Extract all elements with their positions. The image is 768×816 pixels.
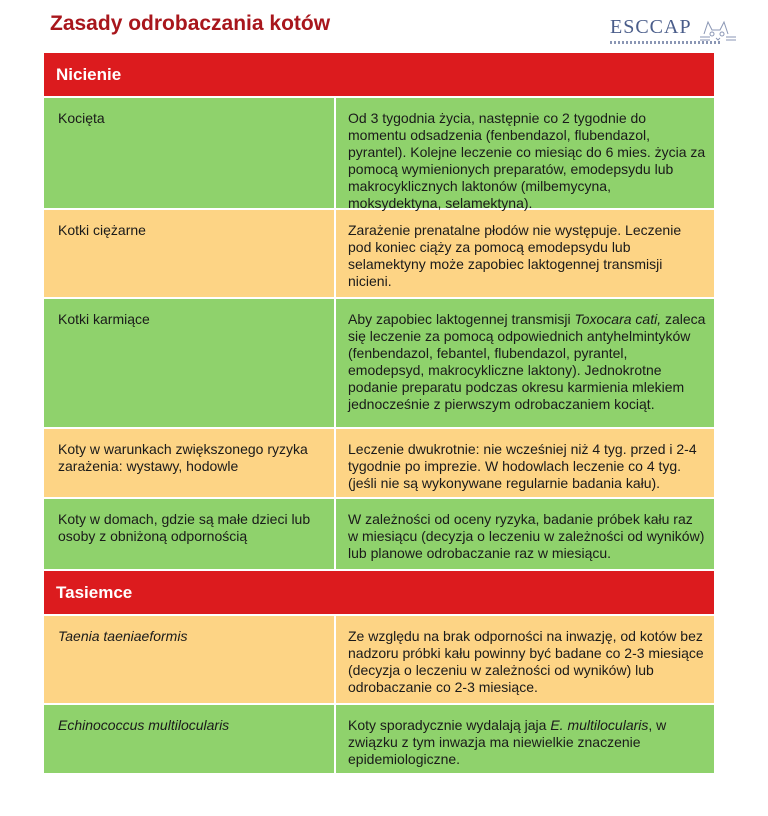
row-text: [336, 705, 714, 773]
row-label: Echinococcus multilocularis: [44, 705, 336, 773]
section-header-tapeworms: Tasiemce: [44, 571, 714, 616]
table-row: [44, 299, 714, 429]
row-label: Taenia taeniaeformis: [44, 616, 336, 703]
row-label: Kotki ciężarne: [44, 210, 336, 297]
row-label: Kotki karmiące: [44, 299, 336, 427]
row-text: Zarażenie prenatalne płodów nie występuje. Leczenie pod koniec ciąży za pomocą emodepsydu lub selamektyny może zapobiec laktogennej transmisji nicieni.: [348, 222, 682, 289]
row-text-after: , w związku z tym inwazja ma niewielkie znaczenie epidemiologiczne.: [348, 717, 667, 767]
table-row: [44, 705, 714, 775]
row-text-before: Koty sporadycznie wydalają jaja: [348, 717, 551, 733]
section-header-nematodes: Nicienie: [44, 53, 714, 98]
row-text-after: zaleca się leczenie za pomocą odpowiednich antyhelmintyków (fenbendazol, febantel, flubendazol, pyrantel, emodepsyd, makrocykliczne laktony). Jednokrotne podanie preparatu podczas okresu karmienia mlekiem jednocześnie z pierwszym odrobaczaniem kociąt.: [348, 311, 706, 412]
logo-text: ESCCAP: [610, 16, 692, 38]
table-row: [44, 210, 714, 299]
table-row: [44, 616, 714, 705]
row-label: Kocięta: [44, 98, 336, 208]
row-text: Od 3 tygodnia życia, następnie co 2 tygodnie do momentu odsadzenia (fenbendazol, flubendazol, pyrantel). Kolejne leczenie co miesiąc do 6 mies. życia za pomocą wymienionych preparatów, emodepsydu lub makrocyklicznych laktonów (milbemycyna, moksydektyna, selamektyna).: [348, 110, 706, 211]
page-title: Zasady odrobaczania kotów: [50, 12, 331, 35]
row-text: Leczenie dwukrotnie: nie wcześniej niż 4 tyg. przed i 2-4 tygodnie po imprezie. W hodowlach leczenie co 4 tyg. (jeśli nie są wykonywane regularnie badania kału).: [348, 441, 697, 491]
esccap-logo: [608, 10, 738, 48]
table-row: [44, 98, 714, 210]
row-text: Ze względu na brak odporności na inwazję, od kotów bez nadzoru próbki kału powinny być badane co 2-3 miesiące (decyzja o leczeniu w zależności od wyników) lub odrobaczanie co 2-3 miesiące.: [348, 628, 704, 695]
row-label: Koty w warunkach zwiększonego ryzyka zarażenia: wystawy, hodowle: [44, 429, 336, 497]
row-label: Koty w domach, gdzie są małe dzieci lub osoby z obniżoną odpornością: [44, 499, 336, 569]
table-row: [44, 499, 714, 571]
row-text-italic: Toxocara cati,: [574, 311, 662, 327]
cat-logo-icon: [698, 10, 738, 46]
table-row: [44, 429, 714, 499]
row-text: [336, 299, 714, 427]
row-text-before: Aby zapobiec laktogennej transmisji: [348, 311, 575, 327]
row-text-italic: E. multilocularis: [550, 717, 649, 733]
row-text: W zależności od oceny ryzyka, badanie próbek kału raz w miesiącu (decyzja o leczeniu w zależności od wyników) lub planowe odrobaczanie raz w miesiącu.: [348, 511, 705, 561]
deworming-table: [44, 53, 714, 775]
